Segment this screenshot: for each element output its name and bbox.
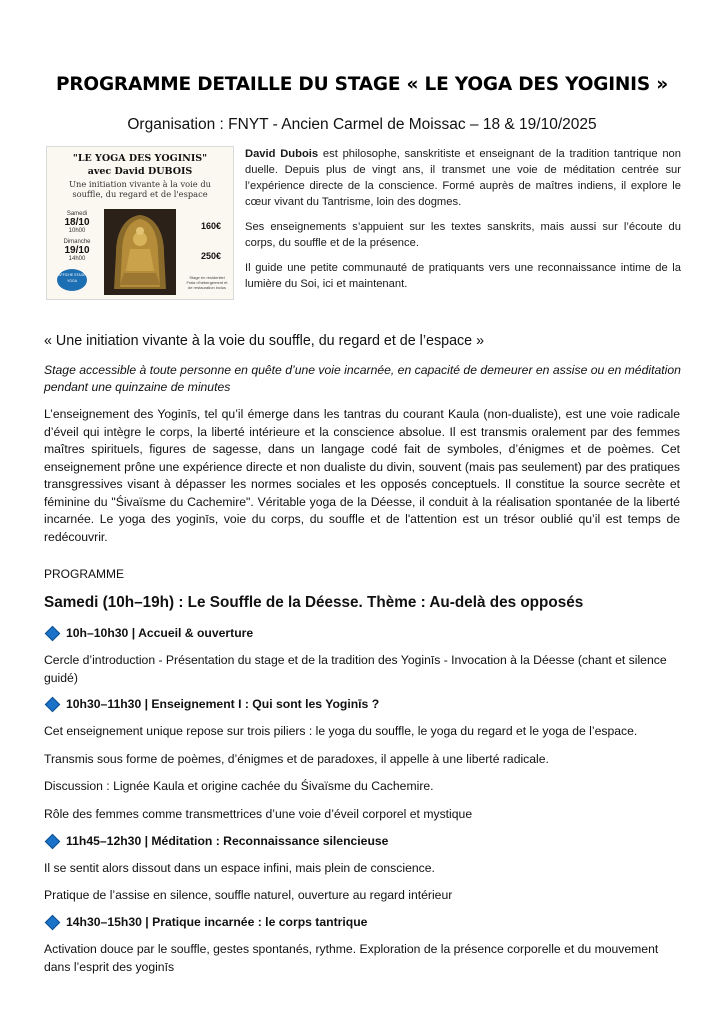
poster-author: avec David DUBOIS — [87, 166, 193, 177]
poster-date1-day: Samedi — [66, 211, 88, 217]
session-line: Il se sentit alors dissout dans un espace infini, mais plein de conscience. — [44, 861, 435, 875]
session-heading-text: 14h30–15h30 | Pratique incarnée : le corps tantrique — [66, 915, 368, 929]
poster-date-sunday — [55, 239, 99, 262]
poster-tagline: Une initiation vivante à la voie du souffle, du regard et de l'espace — [69, 179, 211, 199]
blue-diamond-icon — [45, 696, 61, 712]
blue-diamond-icon — [45, 625, 61, 641]
poster-title: "LE YOGA DES YOGINIS" — [72, 153, 208, 164]
session-line: Transmis sous forme de poèmes, d’énigmes et de paradoxes, il appelle à une liberté radicale. — [44, 752, 549, 766]
poster-badge: AFFICHE STAGE YOGA — [57, 269, 87, 291]
description-paragraph: L’enseignement des Yoginīs, tel qu’il émerge dans les tantras du courant Kaula (non-dualiste), est une voie radicale d’éveil qui intègre le corps, la liberté intérieure et la conscience absolue. Il est transmis oralement par des femmes maîtres spirituels, figures de sagesse, dans un langage codé fait de symboles, d’énigmes et de poèmes. Cet enseignement prône une expérience directe et non dualiste du divin, souvent (mais pas seulement) par des pratiques transgressives visant à dépasser les normes sociales et les opposés conceptuels. Il constitue la source secrète et féminine du "Śivaïsme du Cachemire". Véritable yoga de la Déesse, il conduit à la réalisation spontanée de la liberté incarnée. Le yoga des yoginīs, voie du corps, du souffle et de l'attention est un trésor oublié qu’il est temps de redécouvrir. — [44, 407, 680, 544]
session-heading — [44, 697, 379, 711]
bio-paragraph-1 — [245, 146, 681, 210]
session-line: Rôle des femmes comme transmettrices d’une voie d’éveil corporel et mystique — [44, 807, 473, 821]
blue-diamond-icon — [45, 914, 61, 930]
session-heading-text: 10h30–11h30 | Enseignement I : Qui sont les Yoginīs ? — [66, 697, 380, 711]
bio-paragraph-3: Il guide une petite communauté de pratiquants vers une reconnaissance intime de la lumière du Soi, ici et maintenant. — [245, 262, 681, 290]
poster-price-1: 160€ — [200, 221, 222, 231]
programme-label: PROGRAMME — [44, 567, 125, 581]
session-line: Cet enseignement unique repose sur trois piliers : le yoga du souffle, le yoga du regard et le yoga de l’espace. — [44, 724, 638, 738]
page-subtitle: Organisation : FNYT - Ancien Carmel de Moissac – 18 & 19/10/2025 — [127, 116, 597, 133]
poster-date1-hours: 10h00 — [68, 228, 86, 234]
stage-poster-image — [46, 146, 234, 300]
poster-date2-day: Dimanche — [63, 239, 91, 245]
poster-date1: 18/10 — [64, 217, 90, 228]
session-heading-text: 10h–10h30 | Accueil & ouverture — [66, 626, 254, 640]
poster-date-saturday — [55, 211, 99, 234]
audience-note: Stage accessible à toute personne en quête d’une voie incarnée, en capacité de demeurer en assise ou en méditation pendant une quinzaine de minutes — [44, 363, 681, 394]
blue-diamond-icon — [45, 833, 61, 849]
author-bio — [245, 146, 681, 301]
session-heading — [44, 834, 388, 848]
session-heading — [44, 626, 253, 640]
poster-price-2: 250€ — [200, 251, 222, 261]
goddess-statue-icon — [104, 209, 176, 295]
session-line: Activation douce par le souffle, gestes spontanés, rythme. Exploration de la présence corporelle et du mouvement dans l’esprit des yoginīs — [44, 942, 659, 974]
poster-footnote: Stage en résidentiel Frais d'hébergement et de restauration inclus — [186, 275, 228, 290]
bio-paragraph-2: Ses enseignements s’appuient sur les textes sanskrits, mais aussi sur l’écoute du corps, du souffle et de la présence. — [245, 221, 681, 249]
section-quote-title: « Une initiation vivante à la voie du souffle, du regard et de l’espace » — [44, 333, 485, 349]
session-line: Pratique de l’assise en silence, souffle naturel, ouverture au regard intérieur — [44, 888, 453, 902]
day-heading-saturday: Samedi (10h–19h) : Le Souffle de la Déesse. Thème : Au-delà des opposés — [44, 594, 584, 611]
session-heading — [44, 915, 367, 929]
page-title: PROGRAMME DETAILLE DU STAGE « LE YOGA DES YOGINIS » — [56, 74, 668, 95]
bio-p1-text: est philosophe, sanskritiste et enseignant de la tradition tantrique non duelle. Depuis plus de vingt ans, il transmet une voie de méditation centrée sur l’expérience directe de la conscience. Formé auprès de maîtres indiens, il explore le cœur vivant du Tantrisme, loin des dogmes. — [245, 148, 682, 208]
session-line: Discussion : Lignée Kaula et origine cachée du Śivaïsme du Cachemire. — [44, 779, 434, 793]
poster-date2: 19/10 — [64, 245, 90, 256]
bio-name: David Dubois — [245, 148, 319, 160]
session-heading-text: 11h45–12h30 | Méditation : Reconnaissance silencieuse — [66, 834, 389, 848]
session-line: Cercle d’introduction - Présentation du stage et de la tradition des Yoginīs - Invocation à la Déesse (chant et silence guidé) — [44, 653, 667, 685]
poster-date2-hours: 14h00 — [68, 256, 86, 262]
